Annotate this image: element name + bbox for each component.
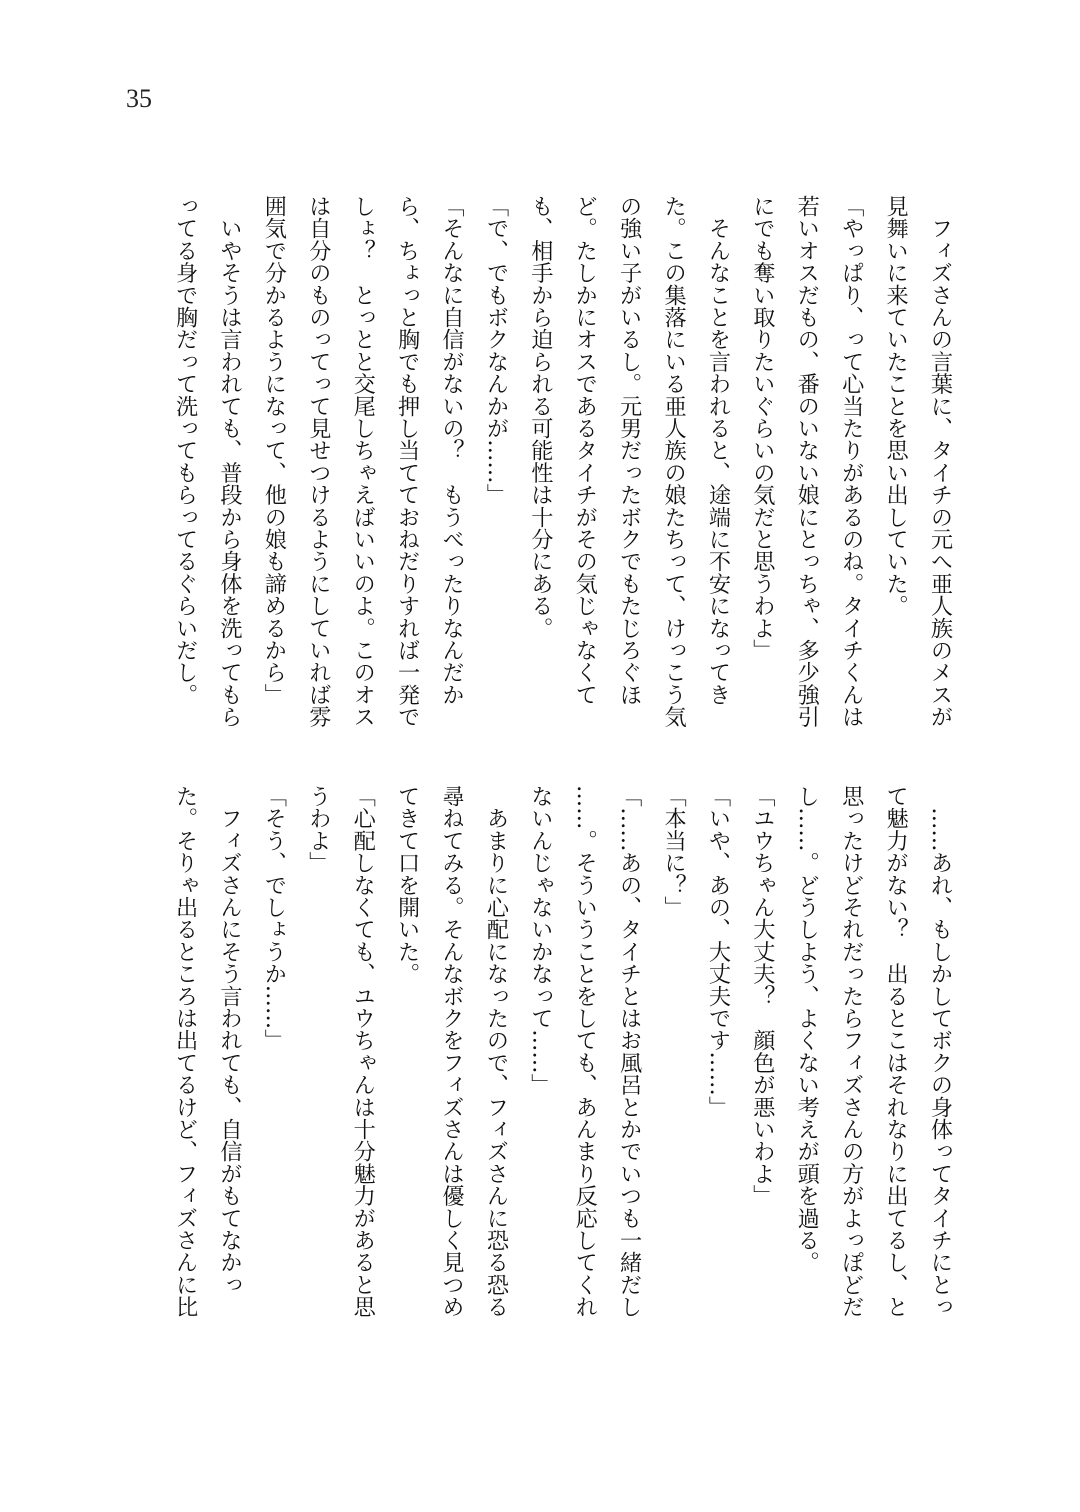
text-line: フィズさんの言葉に、タイチの元へ亜人族のメスが bbox=[927, 195, 953, 728]
text-line: ら、ちょっと胸でも押し当てておねだりすれば一発で bbox=[394, 195, 421, 728]
text-line: し……。どうしよう、よくない考えが頭を過る。 bbox=[793, 785, 820, 1274]
text-line: てきて口を開いた。 bbox=[394, 785, 421, 985]
text-line: ってる身で胸だって洗ってもらってるぐらいだし。 bbox=[172, 195, 199, 706]
text-line: 「そう、でしょうか……」 bbox=[260, 785, 287, 1052]
text-line: 「やっぱり、って心当たりがあるのね。タイチくんは bbox=[838, 195, 865, 728]
text-line: フィズさんにそう言われても、自信がもてなかっ bbox=[216, 785, 243, 1296]
text-line: は自分のものってって見せつけるようにしていれば雰 bbox=[305, 195, 332, 728]
text-line: 「いや、あの、大丈夫です……」 bbox=[704, 785, 731, 1118]
text-line: 「本当に？」 bbox=[660, 785, 687, 919]
text-line: ど。たしかにオスであるタイチがその気じゃなくて bbox=[571, 195, 598, 706]
text-line: 「ユウちゃん大丈夫？ 顔色が悪いわよ」 bbox=[749, 785, 776, 1207]
text-line: 若いオスだもの、番のいない娘にとっちゃ、多少強引 bbox=[793, 195, 820, 728]
text-line: 「心配しなくても、ユウちゃんは十分魅力があると思 bbox=[349, 785, 376, 1318]
text-line: 「……あの、タイチとはお風呂とかでいつも一緒だし bbox=[616, 785, 643, 1318]
text-line: あまりに心配になったので、フィズさんに恐る恐る bbox=[482, 785, 509, 1318]
text-line: ……あれ、もしかしてボクの身体ってタイチにとっ bbox=[927, 785, 953, 1318]
text-line: 見舞いに来ていたことを思い出していた。 bbox=[882, 195, 909, 617]
text-line: も、相手から迫られる可能性は十分にある。 bbox=[527, 195, 554, 639]
page-number: 35 bbox=[126, 84, 152, 113]
text-line: た。この集落にいる亜人族の娘たちって、けっこう気 bbox=[660, 195, 687, 728]
text-line: 尋ねてみる。そんなボクをフィズさんは優しく見つめ bbox=[438, 785, 465, 1318]
text-line: の強い子がいるし。元男だったボクでもたじろぐほ bbox=[616, 195, 643, 706]
text-line: しょ？ とっとと交尾しちゃえばいいのよ。このオス bbox=[349, 195, 376, 728]
text-line: うわよ」 bbox=[305, 785, 332, 874]
text-line: て魅力がない？ 出るとこはそれなりに出てるし、と bbox=[882, 785, 909, 1318]
text-line: 思ったけどそれだったらフィズさんの方がよっぽどだ bbox=[838, 785, 865, 1318]
text-block-lower bbox=[163, 785, 962, 1318]
text-line: ないんじゃないかなって……」 bbox=[527, 785, 554, 1096]
text-line: ……。そういうことをしても、あんまり反応してくれ bbox=[571, 785, 598, 1318]
text-line: 「そんなに自信がないの？ もうべったりなんだか bbox=[438, 195, 465, 706]
text-line: 囲気で分かるようになって、他の娘も諦めるから」 bbox=[260, 195, 287, 706]
text-line: 「で、でもボクなんかが……」 bbox=[482, 195, 509, 506]
text-line: た。そりゃ出るところは出てるけど、フィズさんに比 bbox=[172, 785, 199, 1318]
text-block-upper bbox=[163, 195, 962, 728]
text-line: そんなことを言われると、途端に不安になってき bbox=[704, 195, 731, 706]
text-line: いやそうは言われても、普段から身体を洗ってもら bbox=[216, 195, 243, 728]
text-line: にでも奪い取りたいぐらいの気だと思うわよ」 bbox=[749, 195, 776, 662]
